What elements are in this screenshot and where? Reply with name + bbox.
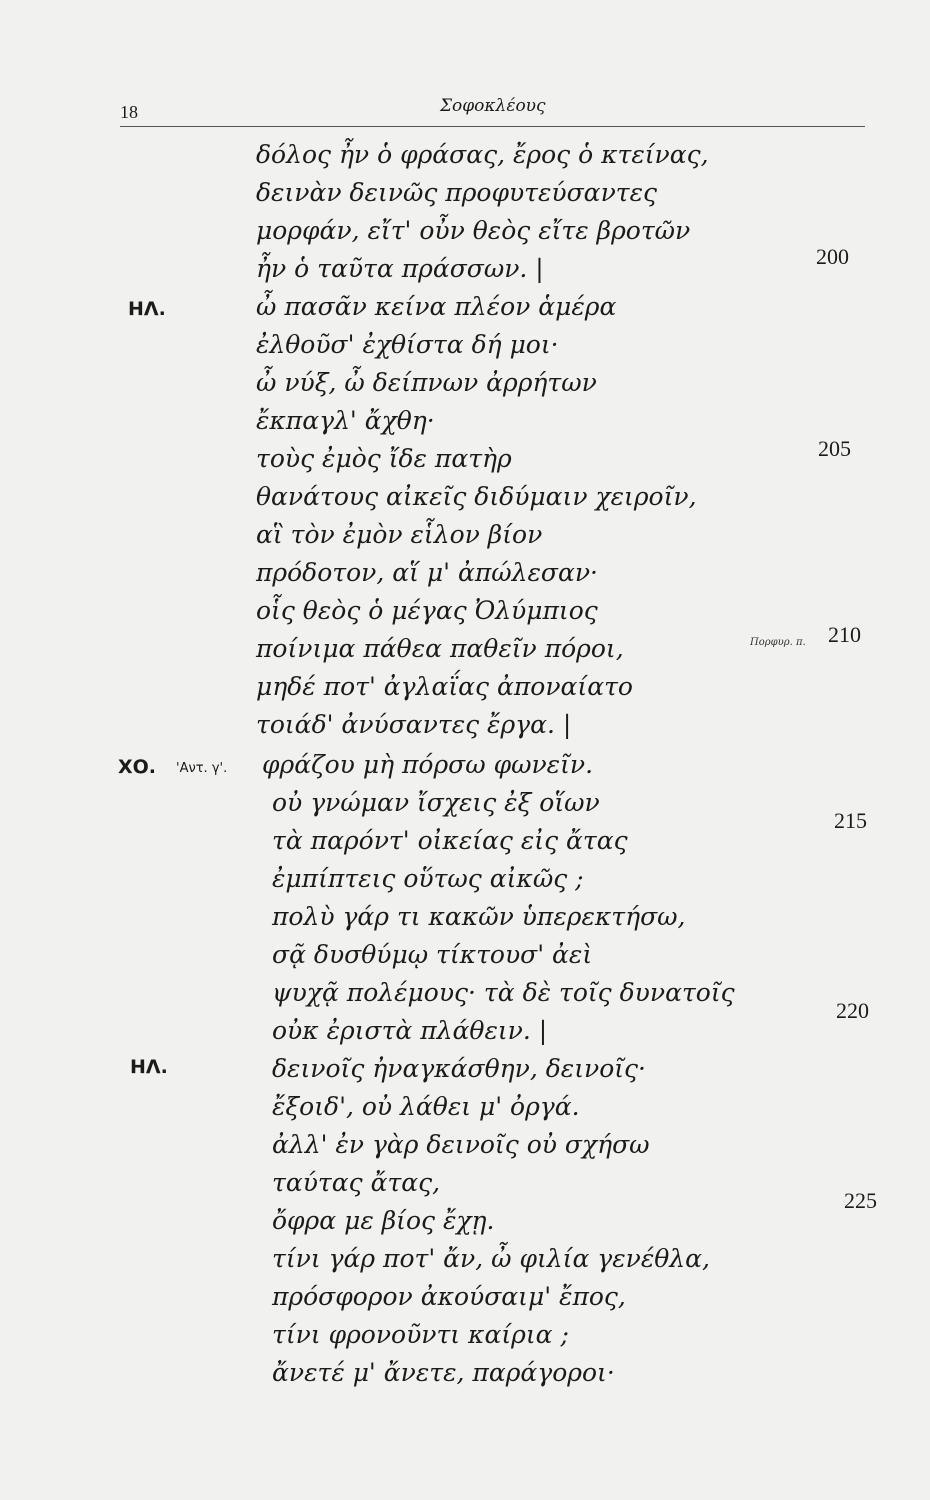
verse-line: δόλος ἦν ὁ φράσας, ἔρος ὁ κτείνας,: [256, 140, 709, 169]
verse-line: αἳ τὸν ἐμὸν εἷλον βίον: [256, 520, 543, 549]
line-number: 200: [816, 244, 849, 269]
verse-line: ἔκπαγλ' ἄχθη·: [256, 406, 435, 435]
verse-line: ἐμπίπτεις οὕτως αἰκῶς ;: [272, 864, 584, 893]
verse-line: μηδέ ποτ' ἀγλαΐας ἀποναίατο: [256, 672, 633, 701]
verse-line: τοιάδ' ἀνύσαντες ἔργα. |: [256, 710, 572, 739]
verse-line: ἦν ὁ ταῦτα πράσσων. |: [256, 254, 544, 283]
speaker-chorus: ΧΟ.: [118, 756, 157, 778]
speaker-electra-2: ΗΛ.: [130, 1056, 168, 1078]
page-number: 18: [120, 102, 138, 122]
line-number: 225: [844, 1188, 877, 1213]
verse-line: ψυχᾷ πολέμους· τὰ δὲ τοῖς δυνατοῖς: [272, 978, 735, 1007]
verse-line: τοὺς ἐμὸς ἴδε πατὴρ: [256, 444, 512, 473]
line-number: 210: [828, 622, 861, 647]
verse-line: ἀλλ' ἐν γὰρ δεινοῖς οὐ σχήσω: [272, 1130, 650, 1159]
verse-line: φράζου μὴ πόρσω φωνεῖν.: [262, 750, 594, 779]
verse-line: σᾷ δυσθύμῳ τίκτουσ' ἀεὶ: [272, 940, 593, 969]
verse-line: ἄνετέ μ' ἄνετε, παράγοροι·: [272, 1358, 615, 1387]
verse-line: μορφάν, εἴτ' οὖν θεὸς εἴτε βροτῶν: [256, 216, 691, 245]
verse-line: τὰ παρόντ' οἰκείας εἰς ἄτας: [272, 826, 628, 855]
line-number: 220: [836, 998, 869, 1023]
verse-line: ταύτας ἄτας,: [272, 1168, 441, 1197]
line-number: 215: [834, 808, 867, 833]
verse-line: οὐ γνώμαν ἴσχεις ἐξ οἵων: [272, 788, 600, 817]
margin-note: Πορφυρ. π.: [750, 637, 806, 648]
speaker-electra: ΗΛ.: [128, 298, 166, 320]
verse-line: ὦ νύξ, ὦ δείπνων ἀρρήτων: [256, 368, 597, 397]
verse-line: δεινὰν δεινῶς προφυτεύσαντες: [256, 178, 658, 207]
antistrophe-marker: 'Αντ. γ'.: [176, 761, 228, 776]
verse-line: πρόδοτον, αἵ μ' ἀπώλεσαν·: [256, 558, 599, 587]
verse-line: τίνι φρονοῦντι καίρια ;: [272, 1320, 569, 1349]
verse-line: ποίνιμα πάθεα παθεῖν πόροι,: [256, 634, 624, 663]
verse-line: ἔξοιδ', οὐ λάθει μ' ὀργά.: [272, 1092, 580, 1121]
verse-line: πρόσφορον ἀκούσαιμ' ἔπος,: [272, 1282, 626, 1311]
verse-line: οὐκ ἐριστὰ πλάθειν. |: [272, 1016, 548, 1045]
verse-line: τίνι γάρ ποτ' ἄν, ὦ φιλία γενέθλα,: [272, 1244, 710, 1273]
verse-line: θανάτους αἰκεῖς διδύμαιν χειροῖν,: [256, 482, 697, 511]
verse-line: πολὺ γάρ τι κακῶν ὑπερεκτήσω,: [272, 902, 686, 931]
verse-line: δεινοῖς ἠναγκάσθην, δεινοῖς·: [272, 1054, 646, 1083]
verse-line: ἐλθοῦσ' ἐχθίστα δή μοι·: [256, 330, 559, 359]
line-number: 205: [818, 436, 851, 461]
verse-line: ὄφρα με βίος ἔχῃ.: [272, 1206, 495, 1235]
verse-line: οἷς θεὸς ὁ μέγας Ὀλύμπιος: [256, 596, 598, 625]
verse-line: ὦ πασᾶν κείνα πλέον ἁμέρα: [256, 292, 617, 321]
running-head: Σοφοκλέους: [440, 96, 546, 116]
